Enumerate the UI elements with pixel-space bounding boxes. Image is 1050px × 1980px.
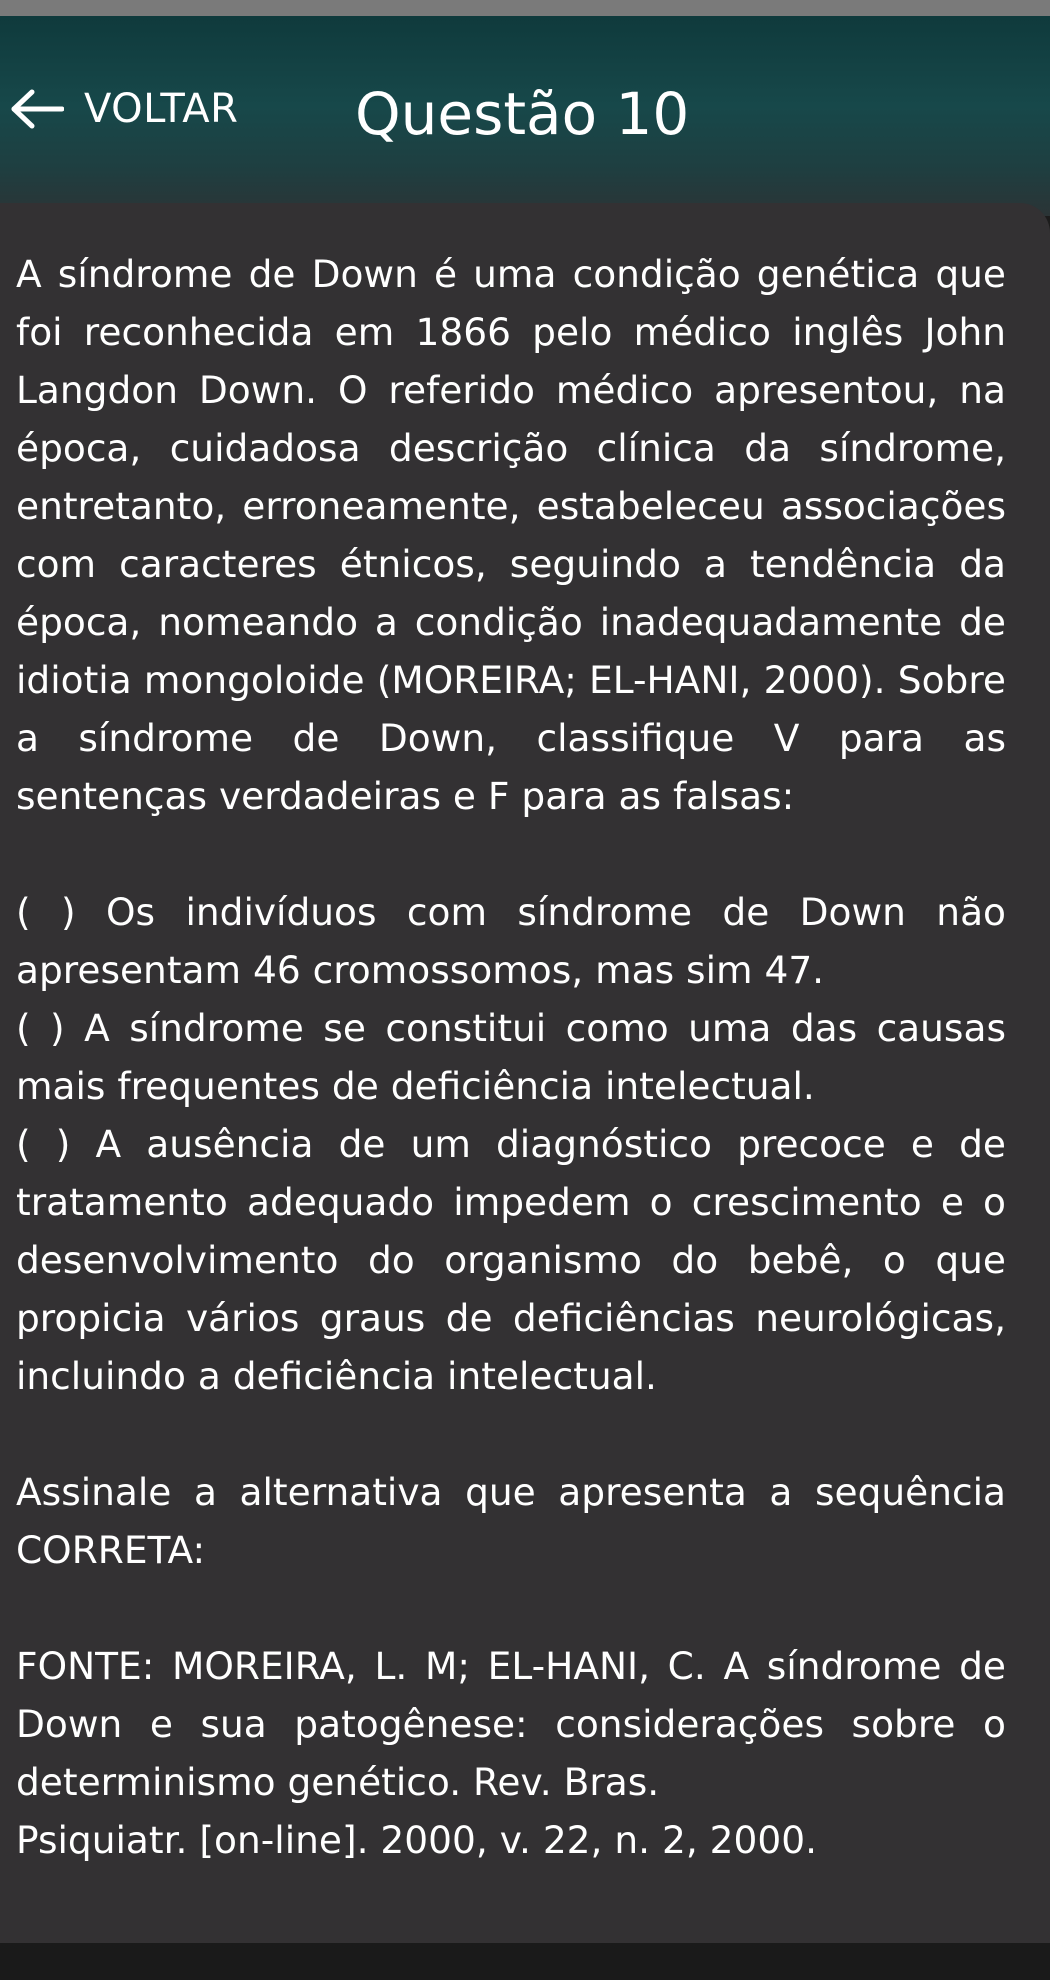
page-title: Questão 10	[355, 80, 690, 148]
question-source-line2: Psiquiatr. [on-line]. 2000, v. 22, n. 2, 2000.	[16, 1818, 818, 1862]
question-instruction: Assinale a alternativa que apresenta a sequência CORRETA:	[16, 1470, 1006, 1572]
question-card	[0, 203, 1050, 1943]
arrow-left-icon	[10, 89, 64, 129]
status-bar	[0, 0, 1050, 16]
question-source: FONTE: MOREIRA, L. M; EL-HANI, C. A síndrome de Down e sua patogênese: considerações sobre o determinismo genético. Rev. Bras.	[16, 1644, 1006, 1804]
statement-2: ( ) A síndrome se constitui como uma das causas mais frequentes de deficiência intelectual.	[16, 1006, 1006, 1108]
question-intro: A síndrome de Down é uma condição genética que foi reconhecida em 1866 pelo médico inglês John Langdon Down. O referido médico apresentou, na época, cuidadosa descrição clínica da síndrome, entretanto, erroneamente, estabeleceu associações com caracteres étnicos, seguindo a tendência da época, nomeando a condição inadequadamente de idiotia mongoloide (MOREIRA; EL-HANI, 2000). Sobre a síndrome de Down, classifique V para as sentenças verdadeiras e F para as falsas:	[16, 252, 1006, 818]
statement-1: ( ) Os indivíduos com síndrome de Down não apresentam 46 cromossomos, mas sim 47.	[16, 890, 1006, 992]
statement-3: ( ) A ausência de um diagnóstico precoce e de tratamento adequado impedem o crescimento e o desenvolvimento do organismo do bebê, o que propicia vários graus de deficiências neurológicas, incluindo a deficiência intelectual.	[16, 1122, 1006, 1398]
back-button[interactable]	[10, 74, 238, 144]
bottom-bar	[0, 1943, 1050, 1980]
back-label: VOLTAR	[84, 86, 239, 132]
header	[0, 16, 1050, 216]
